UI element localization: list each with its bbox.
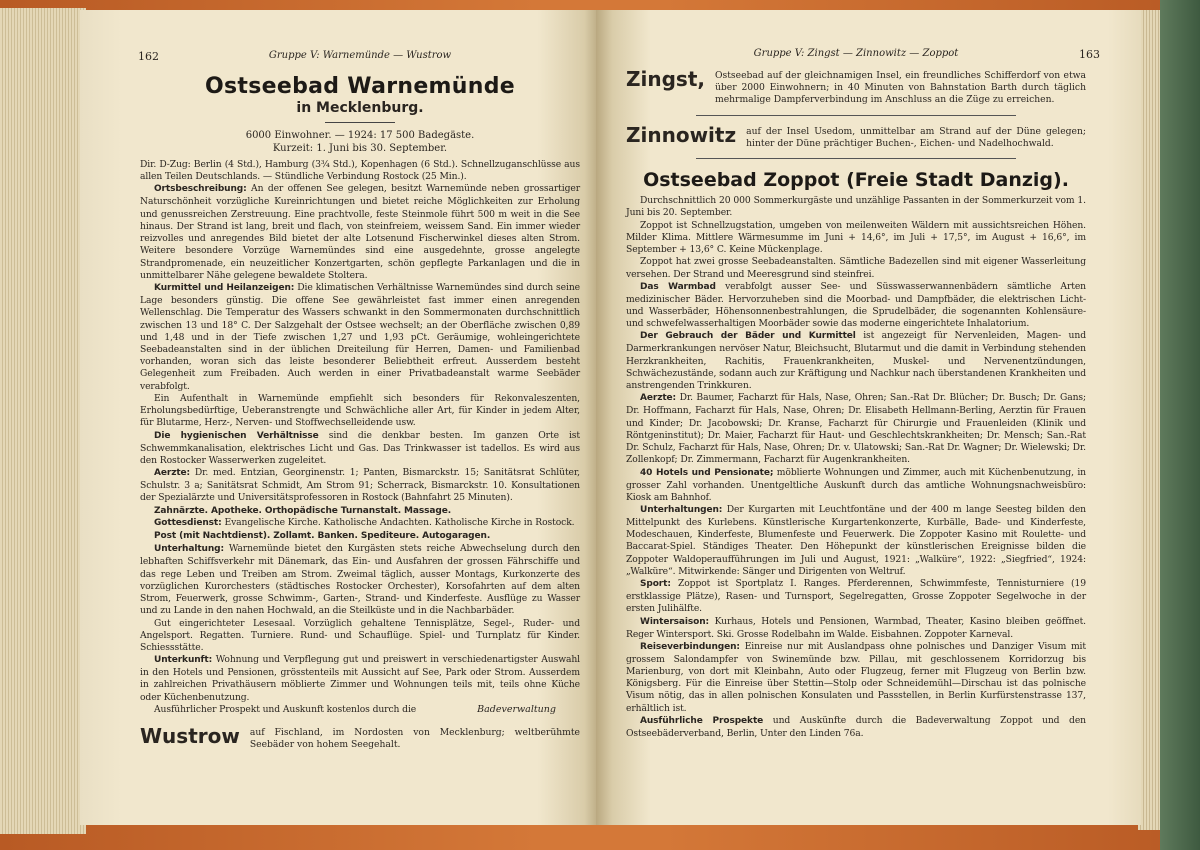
paragraph-text: Zoppot hat zwei grosse Seebadeanstalten. Sämtliche Badezellen sind mit eigener Wasserleitung versehen. Der Strand und Meeresgrund sind steinfrei. [626, 256, 1086, 280]
paragraph-label: Unterkunft: [154, 655, 213, 666]
paragraph-label: Aerzte: [154, 468, 191, 479]
paragraph-label: Der Gebrauch der Bäder und Kurmittel [640, 331, 856, 342]
paragraph-text: Der Kurgarten mit Leuchtfontäne und der 400 m lange Seesteg bilden den Mittelpunkt des Kurlebens. Künstlerische Kurgartenkonzerte, Kurbälle, Bade- und Kinderfeste, Modeschauen, Kinderfeste, Blumenfeste und Feuerwerk. Die Zoppoter Kasino mit Roulette- und Baccarat-Spiel. Ständiges Theater. Den Höhepunkt der künstlerischen Ereignisse bilden die Zoppoter Waldoperaufführungen im Juli und August, 1921: „Walküre“, 1922: „Siegfried“, 1924: „Walküre“. Mitwirkende: Sänger und Dirigenten von Weltruf. [626, 503, 1087, 577]
paragraph-text: Dr. med. Entzian, Georginenstr. 1; Panten, Bismarckstr. 15; Sanitätsrat Schlüter, Schulstr. 3 a; Sanitätsrat Schmidt, Am Strom 91; Scherrack, Bismarckstr. 10. Konsultationen der Spezialärzte und Universitätsprofessoren in Rostock (Bahnfahrt 25 Minuten). [140, 467, 580, 504]
entry-description: Ostseebad auf der gleichnamigen Insel, ein freundliches Schifferdorf von etwa über 2000 Einwohnern; in 40 Minuten von Bahnstation Barth durch täglich mehrmalige Dampferverbindung im Anschluss an die Züge zu erreichen. [714, 70, 1086, 106]
entry-name: Zinnowitz [626, 122, 737, 147]
paragraph-label: Unterhaltung: [154, 544, 224, 555]
body-paragraph [626, 330, 1086, 392]
body-paragraph [140, 654, 580, 704]
page-edges-left [0, 8, 86, 834]
signature: Badeverwaltung [477, 704, 556, 716]
paragraph-label: Reiseverbindungen: [640, 641, 740, 652]
body-paragraph [140, 393, 580, 430]
section-subtitle: in Mecklenburg. [296, 100, 424, 116]
right-sections [626, 195, 1086, 740]
paragraph-label: Das Warmbad [640, 281, 716, 292]
intro-paragraph: Dir. D-Zug: Berlin (4 Std.), Hamburg (3¾ Std.), Kopenhagen (6 Std.). Schnellzuganschlüsse aus allen Teilen Deutschlands. — Stündliche Verbindung Rostock (25 Min.). [140, 159, 580, 183]
paragraph-text: Ein Aufenthalt in Warnemünde empfiehlt sich besonders für Rekonvaleszenten, Erholungsbedürftige, Ueberanstrengte und Schwächliche aller Art, für Kinder in jedem Alter, für Blutarme, Herz-, Nerven- und Stoffwechselleidende usw. [140, 392, 580, 429]
paragraph-label: Unterhaltungen: [640, 504, 723, 515]
info-block [140, 129, 580, 155]
left-sections [140, 183, 580, 716]
left-running-head [140, 50, 580, 68]
paragraph-label: Zahnärzte. Apotheke. Orthopädische Turnanstalt. Massage. [154, 505, 452, 516]
paragraph-label: Sport: [640, 579, 671, 590]
paragraph-text: Dr. Baumer, Facharzt für Hals, Nase, Ohren; San.-Rat Dr. Blücher; Dr. Busch; Dr. Gans; Dr. Hoffmann, Facharzt für Hals, Nase, Ohren; Dr. Elisabeth Hellmann-Berling, Aerztin für Frauen und Kinder; Dr. Jacobowski; Dr. Kranse, Facharzt für Chirurgie und Frauenleiden (Klinik und Röntgeninstitut); Dr. Maier, Facharzt für Haut- und Geschlechtskrankheiten; Dr. Mensch; San.-Rat Dr. Schulz, Facharzt für Hals, Nase, Ohren; Dr. v. Ulatowski; San.-Rat Dr. Wagner; Dr. Wielewski; Dr. Zollenkopf; Dr. Zimmermann, Facharzt für Augenkrankheiten. [626, 392, 1086, 466]
paragraph-label: Post (mit Nachtdienst). Zollamt. Banken. Spediteure. Autogaragen. [154, 531, 491, 542]
body-paragraph [140, 517, 580, 530]
paragraph-label: Kurmittel und Heilanzeigen: [154, 283, 295, 294]
body-paragraph [140, 430, 580, 467]
entry-description: auf der Insel Usedom, unmittelbar am Strand auf der Düne gelegen; hinter der Düne prächtiger Buchen-, Eichen- und Nadelhochwald. [746, 125, 1086, 149]
entry-zinnowitz [626, 124, 1086, 150]
body-paragraph [626, 715, 1086, 740]
body-paragraph [626, 467, 1086, 504]
body-paragraph [140, 505, 580, 518]
entry-name: Zingst, [626, 67, 705, 91]
info-line: Kurzeit: 1. Juni bis 30. September. [272, 143, 448, 154]
paragraph-text: möblierte Wohnungen und Zimmer, auch mit Küchenbenutzung, in grosser Zahl vorhanden. Unentgeltliche Auskunft durch das amtliche Wohnungsnachweisbüro: Kiosk am Bahnhof. [626, 466, 1086, 503]
paragraph-text: Gut eingerichteter Lesesaal. Vorzüglich gehaltene Tennisplätze, Segel-, Ruder- und Angelsport. Regatten. Turniere. Rund- und Schauflüge. Spiel- und Turnplatz für Kinder. Schiessstätte. [140, 617, 580, 654]
body-paragraph [626, 616, 1086, 641]
running-head-text: Gruppe V: Warnemünde — Wustrow [268, 50, 452, 61]
left-page-content [140, 50, 580, 810]
body-paragraph [626, 504, 1086, 578]
paragraph-text: Einreise nur mit Auslandpass ohne polnisches und Danziger Visum mit grossem Salondampfer von Swinemünde bzw. Pillau, mit geschlossenem Korridorzug bis Marienburg, von dort mit Kleinbahn, Auto oder Flugzeug, ferner mit Flugzeug von Berlin bzw. Königsberg. Für die Einreise über Stettin—Stolp oder Schneidemühl—Dirschau ist das polnische Visum nötig, das in allen polnischen Konsulaten und Passstellen, in Berlin Kurfürstenstrasse 137, erhältlich ist. [626, 640, 1086, 714]
paragraph-text: Die klimatischen Verhältnisse Warnemündes sind durch seine Lage besonders günstig. Die offene See gewährleistet fast immer einen anregenden Wellenschlag. Die Temperatur des Wassers schwankt in den Sommermonaten durchschnittlich zwischen 13 und 18° C. Der Salzgehalt der Ostsee wechselt; an der Oberfläche zwischen 0,89 und 1,48 und in der Tiefe zwischen 1,27 und 1,93 pCt. Geräumige, wohleingerichtete Seebadeanstalten sind in der üblichen Dreiteilung für Herren, Damen- und Familienbad vorhanden, woran sich das leiste besonderer Beliebtheit erfreut. Ausserdem besteht Gelegenheit zum Freibaden. Auch werden in einer Privatbadeanstalt warme Seebäder verabfolgt. [140, 282, 580, 392]
page-number: 162 [138, 50, 159, 63]
paragraph-label: Ausführliche Prospekte [640, 715, 764, 726]
body-paragraph [626, 220, 1086, 257]
paragraph-label: Die hygienischen Verhältnisse [154, 430, 319, 441]
paragraph-label: Wintersaison: [640, 616, 710, 627]
paragraph-text: Zoppot ist Schnellzugstation, umgeben von meilenweiten Wäldern mit aussichtsreichen Höhen. Milder Klima. Mittlere Wärmesumme im Juni + 14,6°, im Juli + 17,5°, im August + 16,6°, im September + 13,6° C. Keine Mückenplage. [626, 219, 1086, 256]
running-head-text: Gruppe V: Zingst — Zinnowitz — Zoppot [753, 48, 959, 59]
body-paragraph [140, 183, 580, 282]
body-paragraph [626, 578, 1086, 615]
body-paragraph [626, 195, 1086, 219]
entry-name: Wustrow [140, 724, 240, 749]
body-paragraph [140, 467, 580, 504]
right-page [596, 10, 1141, 825]
body-paragraph [140, 543, 580, 617]
page-edges-right [1138, 10, 1160, 830]
paragraph-text: Warnemünde bietet den Kurgästen stets reiche Abwechselung durch den lebhaften Schiffsverkehr mit Dänemark, das Ein- und Ausfahren der grossen Fährschiffe und das rege Leben und Treiben am Strom. Zweimal täglich, ausser Montags, Kurkonzerte des vorzüglichen Kurorchesters (städtisches Rostocker Orchester), Korsofahrten auf dem alten Strom, Feuerwerk, grosse Schwimm-, Garten-, Strand- und Kinderfeste. Ausflüge zu Wasser und zu Lande in den nahen Hochwald, an die Steilküste und in die Nachbarbäder. [140, 543, 580, 617]
right-page-content [626, 48, 1100, 818]
paragraph-text: Evangelische Kirche. Katholische Andachten. Katholische Kirche in Rostock. [224, 517, 575, 529]
body-paragraph [140, 530, 580, 543]
book-spine-cloth [1160, 0, 1200, 850]
entry-zingst [626, 68, 1086, 107]
paragraph-text: Durchschnittlich 20 000 Sommerkurgäste und unzählige Passanten in der Sommerkurzeit vom 1. Juni bis 20. September. [626, 195, 1086, 219]
paragraph-text: sind die denkbar besten. Im ganzen Orte ist Schwemmkanalisation, elektrisches Licht und Gas. Das Trinkwasser ist tadellos. Es wird aus den Rostocker Wasserwerken zugeleitet. [140, 429, 581, 466]
paragraph-text: ist angezeigt für Nervenleiden, Magen- und Darmerkrankungen nervöser Natur, Bleichsucht, Blutarmut und die damit in Verbindung stehenden Herzkrankheiten, Rachitis, Frauenkrankheiten, Muskel- und Nervenentzündungen, Schwächezustände, sodann auch zur Kräftigung und Nachkur nach überstandenen Krankheiten und anstrengenden Trinkkuren. [626, 330, 1086, 392]
paragraph-label: Gottesdienst: [154, 518, 222, 529]
divider [696, 158, 1016, 159]
page-number: 163 [1079, 48, 1100, 61]
divider [696, 115, 1016, 116]
paragraph-text: Ausführlicher Prospekt und Auskunft kostenlos durch die [154, 703, 417, 715]
divider [325, 122, 395, 123]
entry-description: auf Fischland, im Nordosten von Mecklenburg; weltberühmte Seebäder von hohem Seegehalt. [249, 727, 580, 751]
body-paragraph [626, 256, 1086, 280]
right-running-head [626, 48, 1100, 66]
body-paragraph [140, 282, 580, 393]
body-paragraph [626, 281, 1086, 331]
paragraph-text: Zoppot ist Sportplatz I. Ranges. Pferderennen, Schwimmfeste, Tennisturniere (19 erstklassige Plätze), Rasen- und Turnsport, Segelregatten, Grosse Zoppoter Segelwoche in der ersten Julihälfte. [626, 578, 1086, 615]
section-title: Ostseebad Warnemünde [205, 74, 515, 99]
entry-wustrow [140, 725, 580, 751]
body-paragraph [626, 641, 1086, 715]
body-paragraph [626, 392, 1086, 466]
paragraph-label: Ortsbeschreibung: [154, 184, 247, 195]
paragraph-text: Wohnung und Verpflegung gut und preiswert in verschiedenartigster Auswahl in den Hotels und Pensionen, grösstenteils mit Aussicht auf See, Park oder Strom. Ausserdem in zahlreichen Privathäusern möblierte Zimmer und Wohnungen teils mit, teils ohne Küche oder Küchenbenutzung. [140, 654, 580, 703]
paragraph-label: 40 Hotels und Pensionate; [640, 467, 774, 478]
info-line: 6000 Einwohner. — 1924: 17 500 Badegäste. [245, 130, 475, 141]
paragraph-text: und Auskünfte durch die Badeverwaltung Zoppot und den Ostseebäderverband, Berlin, Unter den Linden 76a. [626, 714, 1086, 739]
body-paragraph [140, 618, 580, 655]
paragraph-text: verabfolgt ausser See- und Süsswasserwannenbädern sämtliche Arten medizinischer Bäder. Hervorzuheben sind die Moorbad- und Dampfbäder, die elektrischen Licht- und Wasserbäder, Höhensonnenbestrahlungen, die Sprudelbäder, die sogenannten Kohlensäure- und schwefelwasserhaltigen Moorbäder sowie das moderne eingerichtete Inhalatorium. [626, 280, 1086, 330]
left-page [80, 10, 600, 825]
paragraph-text: An der offenen See gelegen, besitzt Warnemünde neben grossartiger Naturschönheit vorzügliche Kureinrichtungen und bietet reiche Möglichkeiten zur Erholung und genussreichen Zerstreuung. Eine prachtvolle, feste Steinmole führt 500 m weit in die See hinaus. Der Strand ist lang, breit und flach, von steinfreiem, weissem Sand. Ein immer wieder reizvolles und anregendes Bild bietet der alte Lotsenund Fischerwinkel dieses alten Strom. Weitere besondere Vorzüge Warnemündes sind eine ausgedehnte, grosse angelegte Strandpromenade, ein neuzeitlicher Konzertgarten, schön gepflegte Parkanlagen und die in unmittelbarer Nähe gelegene bewaldete Stoltera. [140, 183, 580, 281]
paragraph-label: Aerzte: [640, 393, 677, 404]
paragraph-text: Kurhaus, Hotels und Pensionen, Warmbad, Theater, Kasino bleiben geöffnet. Reger Wintersport. Ski. Grosse Rodelbahn im Walde. Eisbahnen. Zoppoter Karneval. [626, 615, 1086, 640]
section-title: Ostseebad Zoppot (Freie Stadt Danzig). [643, 169, 1069, 192]
